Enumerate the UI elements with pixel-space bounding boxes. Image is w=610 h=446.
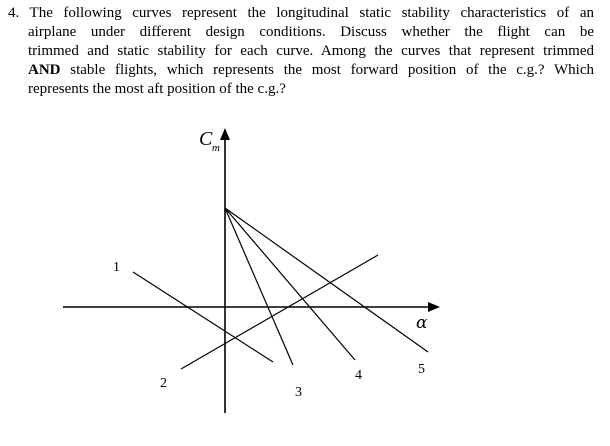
- alpha-axis-label: α: [416, 313, 428, 333]
- curve-4: [225, 208, 355, 360]
- curve-label-3: 3: [295, 385, 302, 400]
- question-line-1: 4. The following curves represent the longitudinal static stability characteristics of an: [8, 5, 594, 21]
- curve-5: [225, 208, 428, 352]
- alpha-axis-arrowhead: [428, 302, 440, 312]
- curve-label-4: 4: [355, 368, 362, 383]
- question-line-5: represents the most aft position of the c.g.?: [28, 81, 286, 97]
- cm-axis-arrowhead: [220, 128, 230, 140]
- question-number: 4.: [8, 5, 20, 21]
- emphasis-and: AND: [28, 62, 61, 78]
- question-line-3: trimmed and static stability for each curve. Among the curves that represent trimmed: [28, 43, 594, 59]
- cm-axis-label: C: [199, 128, 213, 150]
- curve-label-1: 1: [113, 260, 120, 275]
- question-line-4: AND stable flights, which represents the most forward position of the c.g.? Which: [28, 62, 594, 78]
- curve-label-2: 2: [160, 376, 167, 391]
- cm-axis-subscript: m: [212, 142, 220, 154]
- curve-1: [133, 272, 273, 362]
- curve-label-5: 5: [418, 362, 425, 377]
- question-line-2: airplane under different design conditions. Discuss whether the flight can be: [28, 24, 594, 40]
